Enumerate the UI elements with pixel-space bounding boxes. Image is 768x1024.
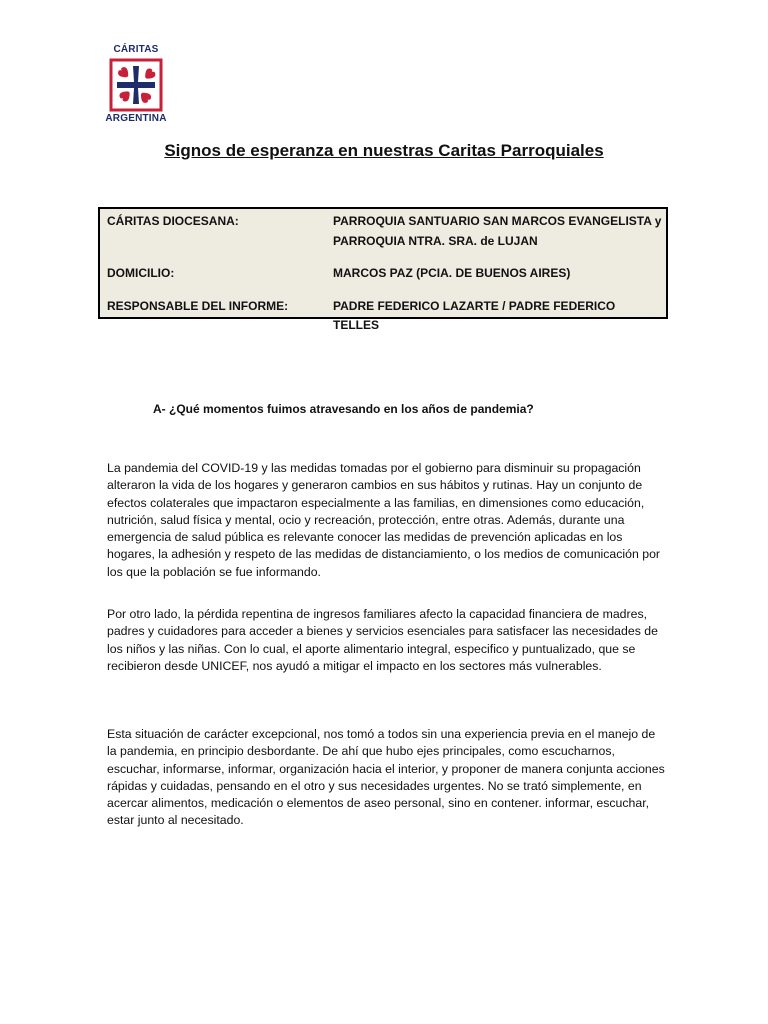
logo-top-text: CÁRITAS [113,44,159,55]
section-question: A- ¿Qué momentos fuimos atravesando en los años de pandemia? [153,402,534,416]
logo-bottom-text: ARGENTINA [105,113,167,124]
caritas-cross-icon [109,58,163,112]
paragraph: La pandemia del COVID-19 y las medidas tomadas por el gobierno para disminuir su propagación alteraron la vida de los hogares y generaron cambios en sus hábitos y rutinas. Hay un conjunto de efectos colaterales que impactaron especialmente a las familias, en dimensiones como educación, nutrición, salud física y mental, ocio y recreación, protección, entre otras. Además, durante una emergencia de salud pública es relevante conocer las medidas de prevención aplicadas en los hogares, la adhesión y respeto de las medidas de distanciamiento, o los medios de comunicación por los que la población se fue informando. [107,461,660,579]
paragraph: Esta situación de carácter excepcional, nos tomó a todos sin una experiencia previa en el manejo de la pandemia, en principio desbordante. De ahí que hubo ejes principales, como escucharnos, escuchar, informarse, informar, organización hacia el interior, y proponer de manera conjunta acciones rápidas y cuidadas, pensando en el otro y sus necesidades urgentes. No se trató simplemente, en acercar alimentos, medicación o elementos de aseo personal, sino en contener. informar, escuchar, estar junto al necesitado. [107,727,665,828]
info-value-domicilio: MARCOS PAZ (PCIA. DE BUENOS AIRES) [333,266,571,280]
info-table [98,207,668,332]
info-value-diocesana [333,212,663,251]
info-value-diocesana-line2: PARROQUIA NTRA. SRA. de LUJAN [333,234,538,248]
info-value-responsable: PADRE FEDERICO LAZARTE / PADRE FEDERICO TELLES [333,299,616,332]
info-value-diocesana-line1: PARROQUIA SANTUARIO SAN MARCOS EVANGELISTA y [333,214,662,228]
info-label-domicilio: DOMICILIO: [107,266,175,280]
info-label-responsable: RESPONSABLE DEL INFORME: [107,299,289,313]
info-label-diocesana: CÁRITAS DIOCESANA: [107,214,239,228]
document-title: Signos de esperanza en nuestras Caritas Parroquiales [164,141,604,160]
caritas-logo [104,44,168,125]
paragraph: Por otro lado, la pérdida repentina de ingresos familiares afecto la capacidad financiera de madres, padres y cuidadores para acceder a bienes y servicios esenciales para satisfacer las necesidades de los niños y las niñas. Con lo cual, el aporte alimentario integral, especifico y puntualizado, que se recibieron desde UNICEF, nos ayudó a mitigar el impacto en los sectores más vulnerables. [107,607,658,673]
